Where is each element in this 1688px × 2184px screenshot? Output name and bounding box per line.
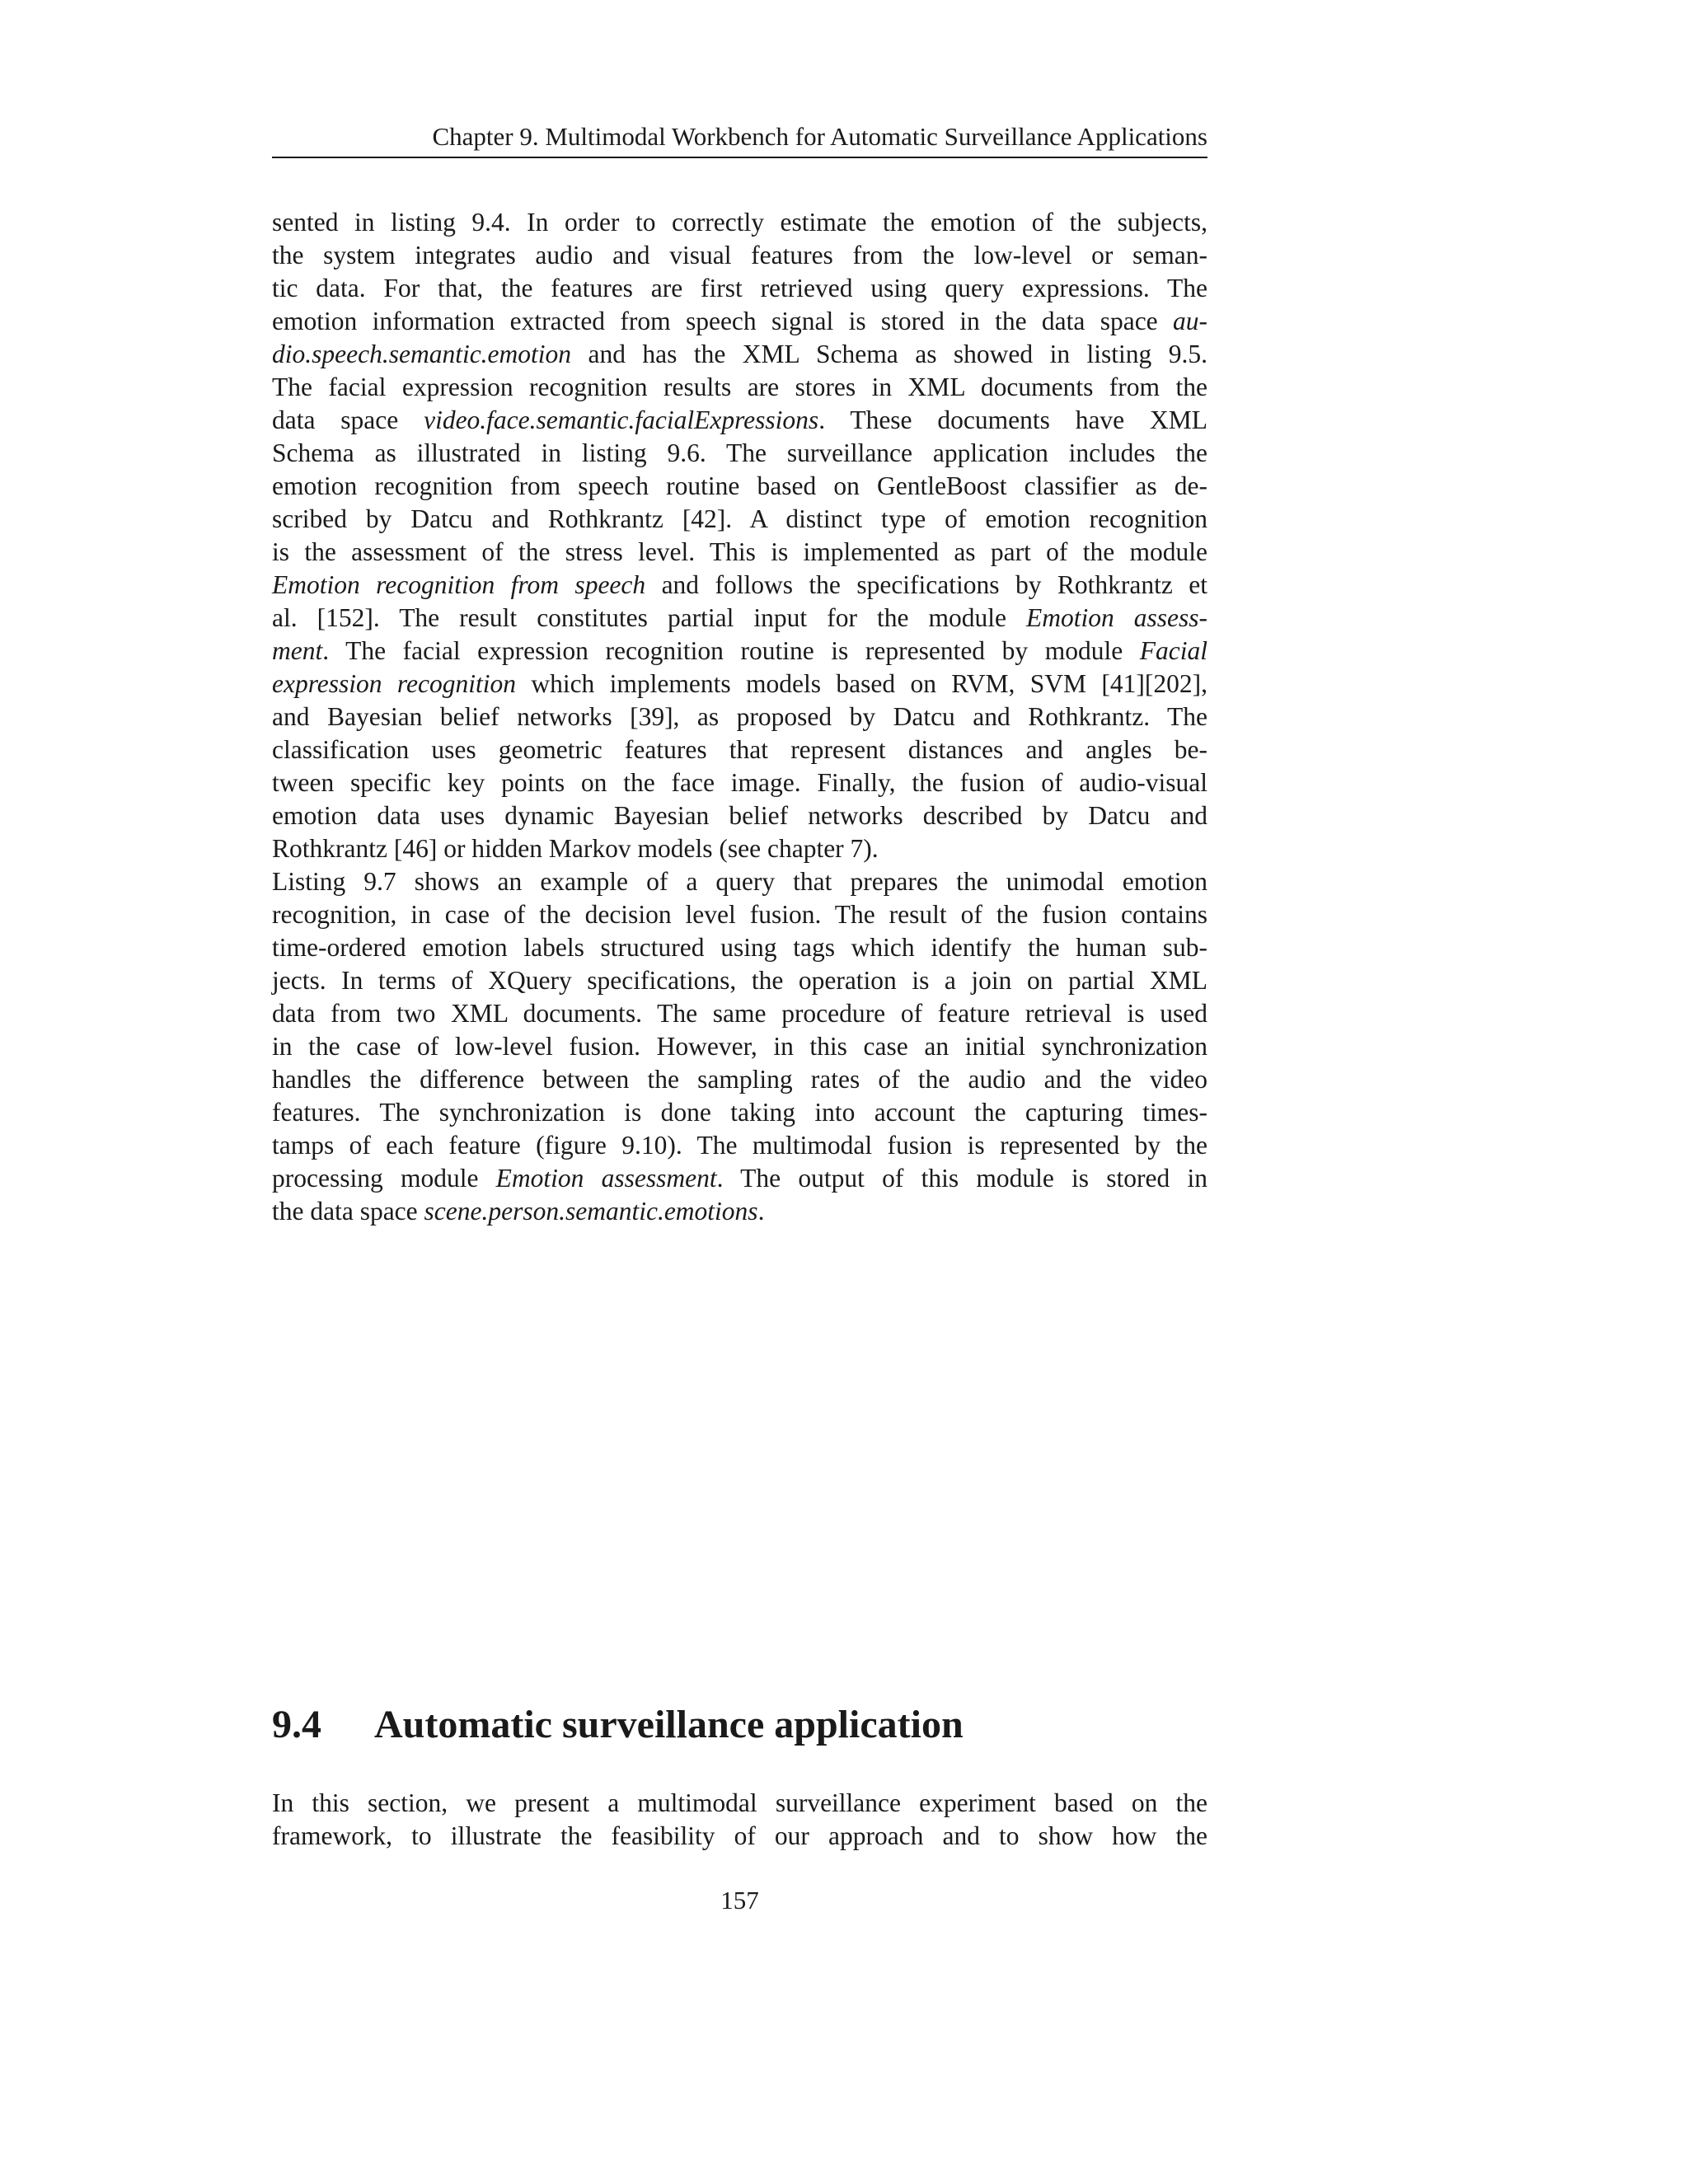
text-span: the data space <box>272 1197 424 1226</box>
italic-term: video.face.semantic.facialExpressions <box>424 405 819 434</box>
text-span: data space <box>272 405 424 434</box>
italic-term: Facial <box>1139 636 1207 665</box>
text-span: . The output of this module is stored in <box>716 1164 1207 1193</box>
body-paragraph-fusion-query <box>272 865 1207 1228</box>
text-line <box>272 602 1207 635</box>
italic-term: ment <box>272 636 323 665</box>
text-line: emotion data uses dynamic Bayesian belief networks described by Datcu and <box>272 801 1207 830</box>
italic-term: expression recognition <box>272 669 516 698</box>
text-line: In this section, we present a multimodal surveillance experiment based on the <box>272 1788 1207 1817</box>
text-line: handles the difference between the sampling rates of the audio and the video <box>272 1065 1207 1094</box>
text-line <box>272 404 1207 437</box>
text-line: the system integrates audio and visual features from the low-level or seman- <box>272 241 1207 269</box>
section-number: 9.4 <box>272 1703 321 1746</box>
text-span: . These documents have XML <box>818 405 1207 434</box>
italic-term: Emotion recognition from speech <box>272 570 646 599</box>
text-span: processing module <box>272 1164 496 1193</box>
text-line: tic data. For that, the features are first retrieved using query expressions. The <box>272 274 1207 302</box>
text-line: tween specific key points on the face image. Finally, the fusion of audio-visual <box>272 768 1207 797</box>
text-span: al. [152]. The result constitutes partial input for the module <box>272 603 1026 632</box>
text-line: features. The synchronization is done taking into account the capturing times- <box>272 1098 1207 1127</box>
text-span: and has the XML Schema as showed in listing 9.5. <box>571 340 1207 368</box>
text-span: emotion information extracted from speech signal is stored in the data space <box>272 307 1173 335</box>
italic-term: scene.person.semantic.emotions <box>424 1197 758 1226</box>
text-line: Schema as illustrated in listing 9.6. The surveillance application includes the <box>272 438 1207 467</box>
text-line: framework, to illustrate the feasibility of our approach and to show how the <box>272 1821 1207 1850</box>
italic-term: Emotion assess- <box>1025 603 1208 632</box>
italic-term: dio.speech.semantic.emotion <box>272 340 572 368</box>
section-title: Automatic surveillance application <box>374 1703 964 1746</box>
text-line <box>272 668 1207 701</box>
text-line: The facial expression recognition results are stores in XML documents from the <box>272 373 1207 401</box>
text-span: and follows the specifications by Rothkrantz et <box>645 570 1207 599</box>
text-line <box>272 338 1207 371</box>
body-paragraph-section-intro <box>272 1787 1207 1853</box>
text-line: sented in listing 9.4. In order to correctly estimate the emotion of the subjects, <box>272 208 1207 237</box>
text-line: classification uses geometric features that represent distances and angles be- <box>272 735 1207 764</box>
text-span: . The facial expression recognition routine is represented by module <box>322 636 1140 665</box>
text-line <box>272 635 1207 668</box>
text-line <box>272 1162 1207 1195</box>
body-paragraph-emotion-features <box>272 206 1207 865</box>
text-line: and Bayesian belief networks [39], as proposed by Datcu and Rothkrantz. The <box>272 702 1207 731</box>
text-line: scribed by Datcu and Rothkrantz [42]. A distinct type of emotion recognition <box>272 504 1207 533</box>
running-header: Chapter 9. Multimodal Workbench for Automatic Surveillance Applications <box>272 120 1207 158</box>
text-line: recognition, in case of the decision level fusion. The result of the fusion contains <box>272 900 1207 929</box>
text-line: Rothkrantz [46] or hidden Markov models (see chapter 7). <box>272 834 879 863</box>
text-line <box>272 305 1207 338</box>
text-line: emotion recognition from speech routine based on GentleBoost classifier as de- <box>272 471 1207 500</box>
text-line: Listing 9.7 shows an example of a query that prepares the unimodal emotion <box>272 867 1207 896</box>
text-line <box>272 569 1207 602</box>
text-line: jects. In terms of XQuery specifications, the operation is a join on partial XML <box>272 966 1207 995</box>
page-number: 157 <box>720 1886 759 1915</box>
text-line <box>272 1195 1207 1228</box>
italic-term: au- <box>1173 307 1207 335</box>
text-span: which implements models based on RVM, SVM [41][202], <box>515 669 1207 698</box>
text-span: . <box>757 1197 765 1226</box>
text-line: in the case of low-level fusion. However, in this case an initial synchronization <box>272 1032 1207 1061</box>
text-line: time-ordered emotion labels structured using tags which identify the human sub- <box>272 933 1207 962</box>
section-heading <box>272 1696 1207 1754</box>
text-line: tamps of each feature (figure 9.10). The multimodal fusion is represented by the <box>272 1131 1207 1160</box>
italic-term: Emotion assessment <box>495 1164 717 1193</box>
text-line: is the assessment of the stress level. This is implemented as part of the module <box>272 537 1207 566</box>
text-line: data from two XML documents. The same procedure of feature retrieval is used <box>272 999 1207 1028</box>
